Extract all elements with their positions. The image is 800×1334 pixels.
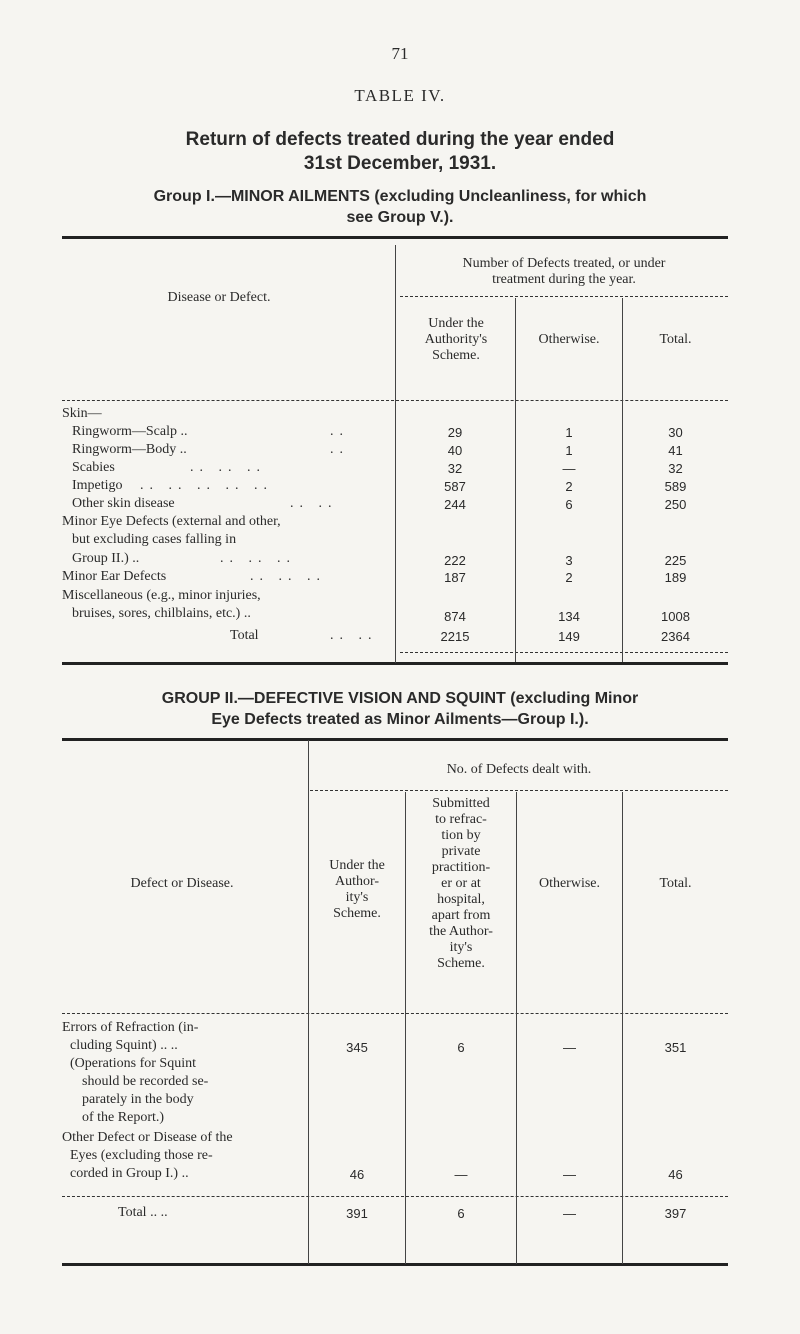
group2-total-otherwise: — — [563, 1206, 576, 1221]
group2-total-total: 397 — [664, 1206, 687, 1221]
group1-row-otherwise: — — [562, 461, 576, 476]
group1-subheader-rule — [400, 296, 728, 297]
group1-total-total: 2364 — [661, 629, 690, 644]
leader-dots: .. .. — [290, 496, 338, 511]
group2-header-submitted-line: to refrac- — [435, 812, 487, 827]
group2-row-otherwise: — — [563, 1167, 576, 1182]
group1-header-authority — [398, 316, 514, 364]
group2-subheader-rule — [310, 790, 728, 791]
group1-row-total: 30 — [668, 425, 683, 440]
group2-row-total: 46 — [668, 1167, 683, 1182]
group2-row-note: (Operations for Squint — [70, 1056, 196, 1071]
leader-dots: .. — [330, 424, 349, 439]
group1-header-otherwise: Otherwise. — [538, 332, 600, 347]
group2-header-submitted-line: Submitted — [432, 796, 490, 811]
group2-header-submitted-line: practition- — [431, 860, 491, 875]
group1-row-label: Other skin disease — [72, 496, 175, 511]
group2-row-label: Other Defect or Disease of the — [62, 1130, 233, 1145]
group1-row-label: Ringworm—Scalp .. — [72, 424, 188, 439]
group2-row-label — [70, 1166, 302, 1182]
page-number: 71 — [391, 44, 409, 63]
group1-row-label: Miscellaneous (e.g., minor injuries, — [62, 588, 261, 603]
group1-row-total: 41 — [668, 443, 683, 458]
group2-title-line-2: Eye Defects treated as Minor Ailments—Group I.). — [211, 711, 589, 728]
group1-row-label: Minor Eye Defects (external and other, — [62, 514, 281, 529]
group2-title-line-1: GROUP II.—DEFECTIVE VISION AND SQUINT (excluding Minor — [161, 690, 639, 707]
group2-header-authority-line-4: Scheme. — [333, 906, 381, 921]
group2-col-divider-4 — [622, 792, 623, 1264]
group2-bottom-rule — [62, 1263, 728, 1266]
leader-dots: .. .. .. — [190, 460, 266, 475]
table-title: TABLE IV. — [354, 86, 446, 105]
leader-dots: .. .. .. — [250, 569, 326, 584]
group1-row-authority: 244 — [444, 497, 466, 512]
group1-row-label: Group II.) .. — [72, 551, 140, 566]
group2-header-submitted-line: private — [441, 844, 481, 859]
group2-header-defect: Defect or Disease. — [130, 876, 234, 891]
group1-row-authority: 187 — [444, 570, 466, 585]
group1-header-number-line-1: Number of Defects treated, or under — [462, 256, 666, 271]
group2-title — [70, 688, 730, 730]
group1-row-total: 1008 — [661, 609, 690, 624]
group1-header-authority-line-1: Under the — [428, 316, 484, 331]
group1-row-label: Ringworm—Body .. — [72, 442, 187, 457]
group1-top-rule — [62, 236, 728, 239]
group2-row-label: Errors of Refraction (in- — [62, 1020, 199, 1035]
group1-row-total: 589 — [664, 479, 687, 494]
group2-row-note: of the Report.) — [82, 1110, 165, 1125]
group1-row-label: but excluding cases falling in — [72, 532, 237, 547]
group1-row-authority: 222 — [444, 553, 466, 568]
group1-title-line-2: see Group V.). — [346, 209, 454, 226]
leader-dots: .. .. — [330, 628, 378, 643]
group1-header-number-line-2: treatment during the year. — [492, 272, 636, 287]
group2-header-otherwise: Otherwise. — [538, 876, 601, 891]
group2-header-submitted-line: apart from — [431, 908, 491, 923]
group1-row-total: 225 — [664, 553, 687, 568]
group2-row-submitted: 6 — [457, 1040, 465, 1055]
group2-row-otherwise: — — [563, 1040, 576, 1055]
group2-row-authority: 345 — [346, 1040, 368, 1055]
group2-total-submitted: 6 — [457, 1206, 465, 1221]
group2-header-authority — [309, 858, 405, 922]
group2-col-divider-3 — [516, 792, 517, 1264]
leader-dots: .. .. .. .. .. — [140, 478, 273, 493]
group1-row-otherwise: 1 — [565, 425, 573, 440]
group1-row-total: 189 — [664, 570, 687, 585]
group2-row-note: should be recorded se- — [82, 1074, 209, 1089]
group2-header-authority-line-3: ity's — [345, 890, 369, 905]
group1-row-label: bruises, sores, chilblains, etc.) .. — [72, 606, 251, 621]
group2-top-rule — [62, 738, 728, 741]
return-title-line-1: Return of defects treated during the year ended — [185, 129, 615, 150]
group1-row-authority: 29 — [447, 425, 463, 440]
group1-total-authority: 2215 — [440, 629, 470, 644]
group1-row-otherwise: 134 — [558, 609, 580, 624]
group1-row-label: Impetigo — [72, 478, 123, 493]
group2-row-label: cluding Squint) .. .. — [70, 1038, 178, 1053]
group1-header-authority-line-2: Authority's — [424, 332, 488, 347]
group2-total-rule — [62, 1196, 728, 1197]
group2-header-submitted-line: er or at — [441, 876, 481, 891]
return-title-line-2: 31st December, 1931. — [303, 153, 497, 174]
group1-title — [70, 186, 730, 228]
group1-total-label: Total — [230, 628, 259, 643]
group2-col-divider-1 — [308, 740, 309, 1264]
group1-row-label: Minor Ear Defects — [62, 569, 167, 584]
group1-row-otherwise: 1 — [565, 443, 573, 458]
group2-header-authority-line-1: Under the — [329, 858, 385, 873]
group2-header-submitted — [406, 796, 516, 972]
group1-header-number — [400, 256, 728, 288]
group1-row-otherwise: 2 — [565, 479, 573, 494]
group2-header-authority-line-2: Author- — [334, 874, 380, 889]
group2-header-number: No. of Defects dealt with. — [446, 762, 592, 777]
group1-header-authority-line-3: Scheme. — [432, 348, 480, 363]
group2-row-total: 351 — [664, 1040, 687, 1055]
group2-row-submitted: — — [454, 1167, 468, 1182]
group1-row-total: 250 — [664, 497, 687, 512]
group2-header-submitted-line: Scheme. — [437, 956, 485, 971]
group1-row-authority: 874 — [444, 609, 466, 624]
group2-header-submitted-line: ity's — [449, 940, 473, 955]
group2-header-rule — [62, 1013, 728, 1014]
group1-row-total: 32 — [668, 461, 683, 476]
group1-row-otherwise: 6 — [565, 497, 573, 512]
group1-total-otherwise: 149 — [558, 629, 580, 644]
group2-header-submitted-line: hospital, — [437, 892, 485, 907]
group1-header-total: Total. — [659, 332, 692, 347]
group2-row-authority: 46 — [349, 1167, 365, 1182]
leader-dots: .. .. .. — [220, 551, 296, 566]
group2-header-submitted-line: tion by — [441, 828, 481, 843]
group1-row-authority: 32 — [447, 461, 463, 476]
group2-row-label: Eyes (excluding those re- — [70, 1148, 213, 1163]
group1-row-authority: 40 — [447, 443, 463, 458]
group1-row-otherwise: 3 — [565, 553, 573, 568]
group1-col-divider-1 — [395, 245, 396, 663]
group1-total-rule — [400, 652, 728, 653]
group2-row-label-text: corded in Group I.) .. — [70, 1166, 189, 1181]
group1-title-line-1: Group I.—MINOR AILMENTS (excluding Uncleanliness, for which — [153, 188, 647, 205]
group1-header-disease: Disease or Defect. — [167, 290, 271, 305]
group1-row-otherwise: 2 — [565, 570, 573, 585]
group2-header-submitted-line: the Author- — [429, 924, 493, 939]
group1-row-label: Scabies — [72, 460, 115, 475]
group1-row-authority: 587 — [444, 479, 466, 494]
group2-row-note: parately in the body — [82, 1092, 194, 1107]
group2-total-authority: 391 — [346, 1206, 368, 1221]
leader-dots: .. — [330, 442, 349, 457]
return-title — [100, 128, 700, 176]
group2-total-label: Total .. .. — [118, 1205, 168, 1220]
group2-header-total: Total. — [659, 876, 692, 891]
skin-heading: Skin— — [62, 406, 102, 421]
